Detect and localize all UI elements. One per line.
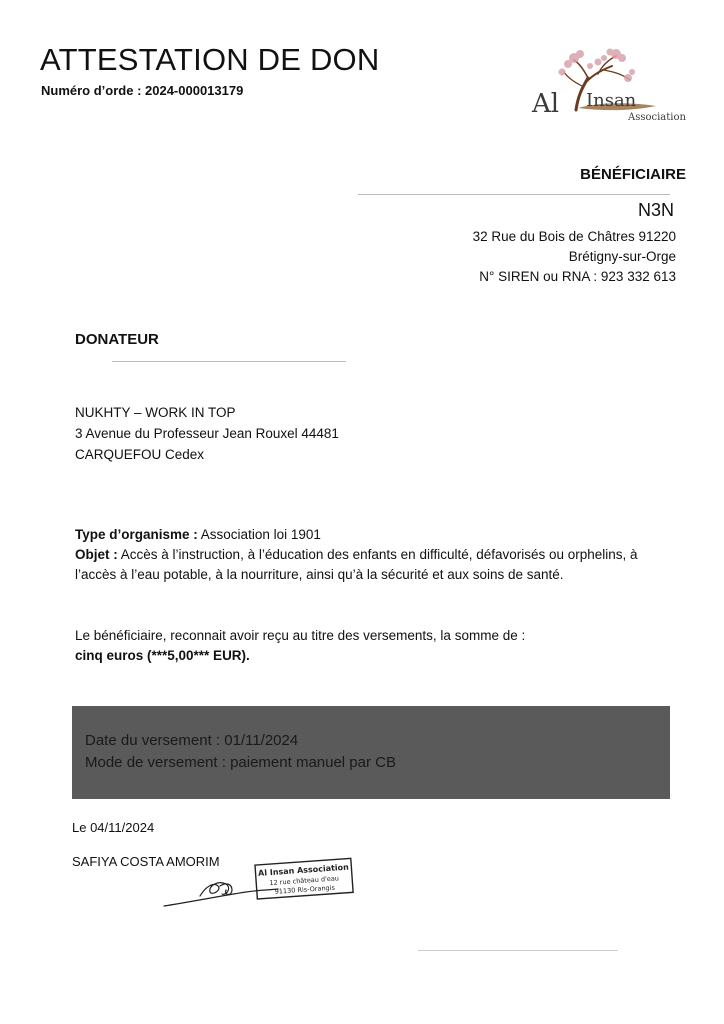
payment-mode: Mode de versement : paiement manuel par CB	[85, 754, 396, 771]
receipt-statement-block	[75, 626, 525, 666]
svg-text:91130 Ris-Orangis: 91130 Ris-Orangis	[274, 883, 336, 896]
payment-date: Date du versement : 01/11/2024	[85, 732, 299, 749]
donor-heading: DONATEUR	[75, 331, 159, 348]
organisation-object-label: Objet :	[75, 547, 118, 562]
organisation-type-label: Type d’organisme :	[75, 527, 198, 542]
document-title: ATTESTATION DE DON	[40, 42, 380, 77]
stamp-icon	[255, 858, 353, 899]
donor-address	[75, 402, 339, 465]
svg-text:Al Insan Association: Al Insan Association	[257, 862, 350, 878]
donor-address-line-2: CARQUEFOU Cedex	[75, 447, 205, 462]
beneficiary-siren: N° SIREN ou RNA : 923 332 613	[479, 269, 676, 284]
bottom-divider	[418, 950, 618, 951]
organisation-details	[75, 525, 675, 585]
association-logo	[528, 44, 686, 126]
beneficiary-heading: BÉNÉFICIAIRE	[580, 166, 686, 183]
blossom-icon	[559, 49, 636, 83]
donor-divider	[112, 361, 346, 362]
donor-address-line-1: 3 Avenue du Professeur Jean Rouxel 44481	[75, 426, 339, 441]
donation-amount: cinq euros (***5,00*** EUR).	[75, 648, 250, 663]
signer-name: SAFIYA COSTA AMORIM	[72, 854, 220, 869]
signature-scribble-icon	[164, 883, 278, 906]
order-number: Numéro d’orde : 2024-000013179	[41, 83, 244, 98]
svg-text:Association: Association	[628, 112, 686, 123]
organisation-object	[75, 545, 675, 585]
beneficiary-address-line-1: 32 Rue du Bois de Châtres 91220	[472, 229, 676, 244]
signature-date: Le 04/11/2024	[72, 820, 155, 835]
beneficiary-name: N3N	[637, 200, 674, 220]
svg-text:Insan: Insan	[586, 90, 637, 111]
svg-text:12 rue château d'eau: 12 rue château d'eau	[269, 874, 340, 888]
organisation-type	[75, 525, 675, 545]
payment-info-box	[72, 706, 670, 799]
receipt-statement: Le bénéficiaire, reconnait avoir reçu au titre des versements, la somme de :	[75, 628, 526, 643]
beneficiary-divider	[358, 194, 670, 195]
donor-name: NUKHTY – WORK IN TOP	[75, 405, 236, 420]
organisation-type-value: Association loi 1901	[200, 527, 321, 542]
svg-text:Al: Al	[532, 89, 560, 119]
organisation-object-value: Accès à l’instruction, à l’éducation des enfants en difficulté, défavorisés ou orphelins, à l’accès à l’eau potable, à la nourriture, ainsi qu’à la sécurité et aux soins de santé.	[75, 547, 638, 582]
beneficiary-address-line-2: Brétigny-sur-Orge	[568, 249, 676, 264]
signature-stamp	[160, 856, 360, 910]
beneficiary-address	[473, 227, 676, 287]
